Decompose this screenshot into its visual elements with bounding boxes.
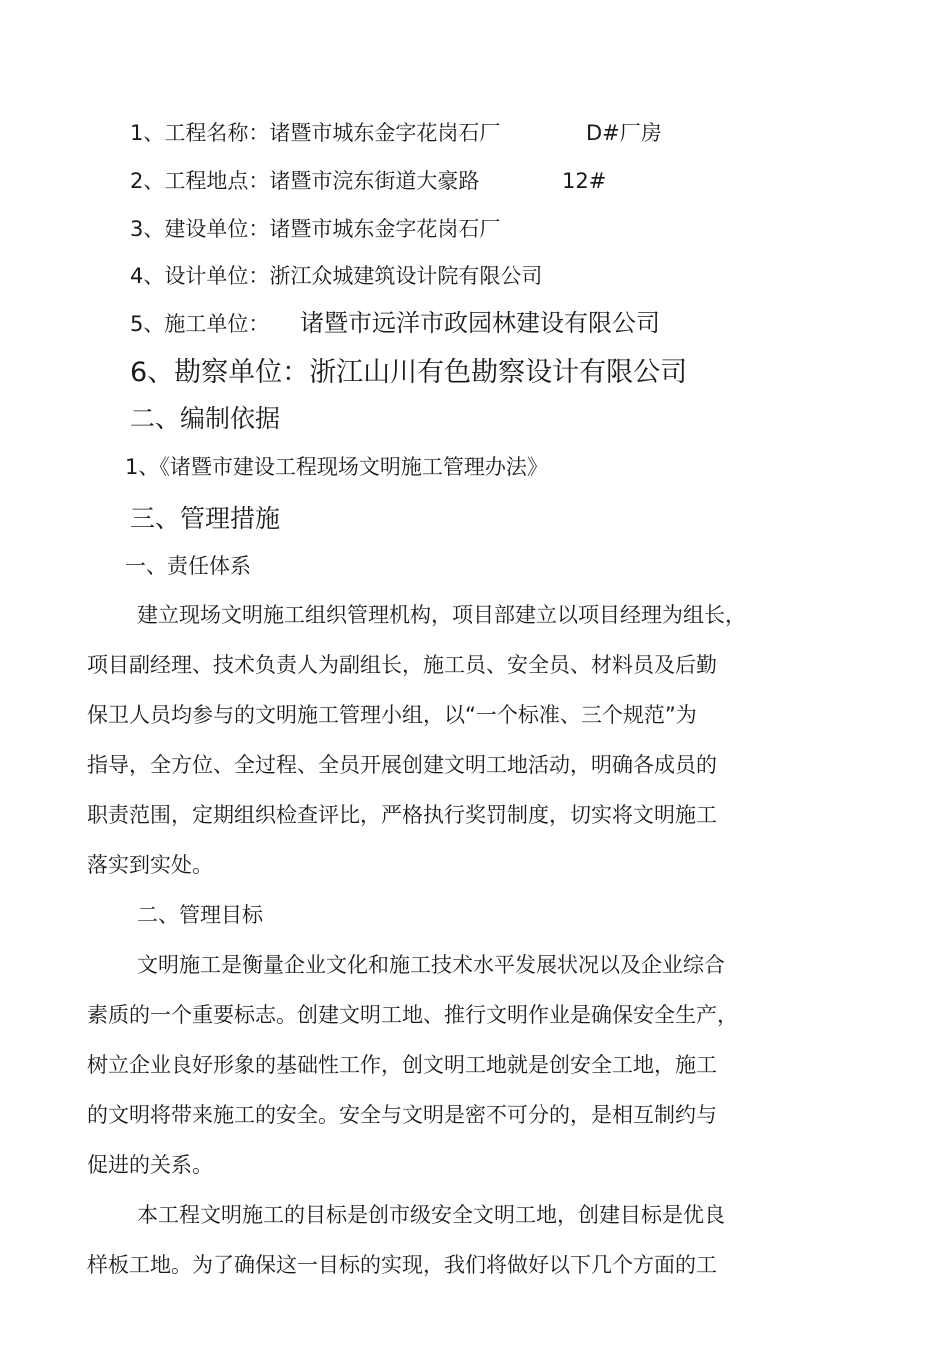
sub1-line: 职责范围，定期组织检查评比，严格执行奖罚制度，切实将文明施工 (87, 803, 717, 827)
section2-item1: 1、《诸暨市建设工程现场文明施工管理办法》 (125, 455, 548, 479)
sub2-para1-line: 文明施工是衡量企业文化和施工技术水平发展状况以及企业综合 (137, 953, 725, 977)
sub1-line: 指导，全方位、全过程、全员开展创建文明工地活动，明确各成员的 (87, 753, 717, 777)
project-location-value: 诸暨市浣东街道大豪路 (269, 169, 480, 193)
project-location-label: 2、工程地点： (130, 169, 270, 193)
project-designer-label: 4、设计单位： (130, 264, 270, 288)
project-surveyor-label: 6、勘察单位： (130, 357, 310, 388)
sub1-line: 落实到实处。 (87, 853, 213, 877)
sub2-heading: 二、管理目标 (137, 903, 263, 927)
project-contractor-line (130, 314, 269, 335)
project-contractor-value: 诸暨市远洋市政园林建设有限公司 (300, 309, 660, 337)
project-owner-value: 诸暨市城东金字花岗石厂 (269, 217, 501, 241)
sub1-line: 保卫人员均参与的文明施工管理小组，以“一个标准、三个规范”为 (87, 703, 697, 727)
project-designer-value: 浙江众城建筑设计院有限公司 (269, 264, 543, 288)
project-name-suffix: D#厂房 (586, 121, 662, 145)
sub2-para1-line: 的文明将带来施工的安全。安全与文明是密不可分的，是相互制约与 (87, 1103, 717, 1127)
project-surveyor-line (130, 359, 687, 386)
project-surveyor-value: 浙江山川有色勘察设计有限公司 (309, 357, 688, 388)
sub1-line: 建立现场文明施工组织管理机构，项目部建立以项目经理为组长， (137, 603, 746, 627)
sub2-para2-line: 样板工地。为了确保这一目标的实现，我们将做好以下几个方面的工 (87, 1253, 717, 1277)
project-name-label: 1、工程名称： (130, 121, 270, 145)
project-name-line (130, 123, 500, 144)
project-location-suffix: 12# (562, 169, 607, 193)
project-designer-line (130, 266, 542, 287)
project-location-line (130, 171, 479, 192)
section3-heading: 三、管理措施 (130, 504, 281, 533)
sub1-heading: 一、责任体系 (125, 554, 251, 578)
project-name-value: 诸暨市城东金字花岗石厂 (269, 121, 501, 145)
sub1-line: 项目副经理、技术负责人为副组长，施工员、安全员、材料员及后勤 (87, 653, 717, 677)
sub2-para2-line: 本工程文明施工的目标是创市级安全文明工地，创建目标是优良 (137, 1203, 725, 1227)
project-contractor-label: 5、施工单位： (130, 312, 270, 336)
sub2-para1-line: 素质的一个重要标志。创建文明工地、推行文明作业是确保安全生产， (87, 1003, 738, 1027)
section2-heading: 二、编制依据 (130, 404, 281, 433)
project-owner-label: 3、建设单位： (130, 217, 270, 241)
project-owner-line (130, 219, 500, 240)
sub2-para1-line: 促进的关系。 (87, 1153, 213, 1177)
sub2-para1-line: 树立企业良好形象的基础性工作，创文明工地就是创安全工地，施工 (87, 1053, 717, 1077)
